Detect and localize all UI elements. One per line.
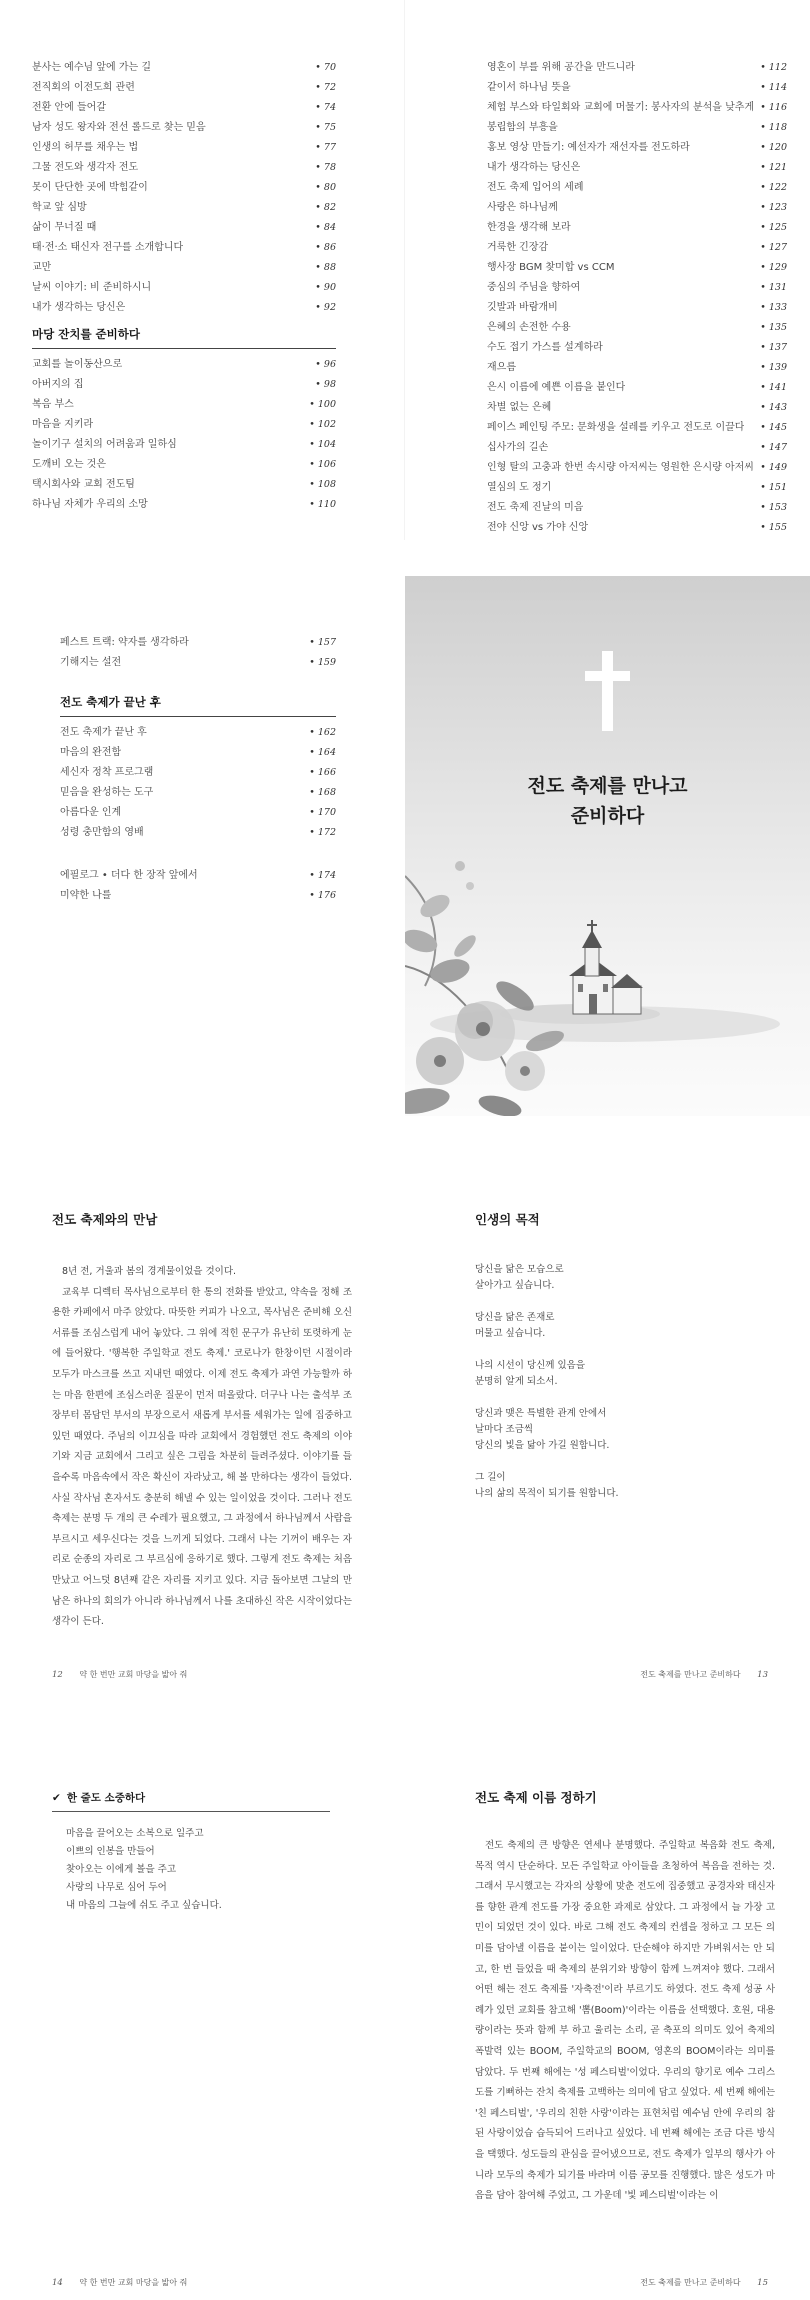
- toc-entry-title: 영혼이 부를 위해 공간을 만드니라: [487, 62, 635, 73]
- toc-entry[interactable]: [487, 198, 787, 218]
- toc-entry[interactable]: [32, 178, 336, 198]
- toc-entry[interactable]: [60, 823, 336, 843]
- toc-entry[interactable]: [32, 138, 336, 158]
- poem-line: 당신을 닮은 모습으로: [475, 1264, 564, 1275]
- toc-entry[interactable]: [487, 378, 787, 398]
- toc-entry-title: 삶이 무너질 때: [32, 222, 97, 233]
- toc-entry-title: 세신자 정착 프로그램: [60, 767, 154, 778]
- toc-entry-page: • 172: [309, 827, 336, 838]
- poem-line: 그 길이: [475, 1472, 506, 1483]
- toc-section-title: 마당 잔치를 준비하다: [32, 326, 336, 349]
- poem-line: 마음을 끌어오는 소복으로 일주고: [66, 1828, 204, 1839]
- toc-entry[interactable]: [487, 478, 787, 498]
- toc-entry[interactable]: [60, 866, 336, 886]
- toc-entry-page: • 98: [315, 379, 336, 390]
- toc-entry-page: • 162: [309, 727, 336, 738]
- toc-entry[interactable]: [32, 435, 336, 455]
- toc-entry-page: • 82: [315, 202, 336, 213]
- toc-entry-page: • 133: [760, 302, 787, 313]
- toc-entry-title: 전환 안에 들어갈: [32, 102, 106, 113]
- poem-line: 당신과 맺은 특별한 관계 안에서: [475, 1408, 607, 1419]
- toc-entry[interactable]: [32, 78, 336, 98]
- body-text: [52, 1262, 352, 1633]
- stanza-gap: [475, 1294, 765, 1310]
- poem: [475, 1262, 765, 1502]
- toc-entry-title: 체험 부스와 타일회와 교회에 머물기: 봉사자의 분석을 낮추게: [487, 102, 755, 113]
- poem-line: 나의 시선이 당신께 있음을: [475, 1360, 586, 1371]
- poem-line: 머물고 싶습니다.: [475, 1328, 546, 1339]
- check-icon: ✔: [52, 1792, 61, 1804]
- toc-entry-title: 하나님 자체가 우리의 소망: [32, 499, 148, 510]
- toc-entry[interactable]: [32, 278, 336, 298]
- toc-entry-page: • 155: [760, 522, 787, 533]
- toc-entry-page: • 139: [760, 362, 787, 373]
- box-title-text: 한 줄도 소중하다: [66, 1792, 146, 1804]
- toc-entry[interactable]: [487, 78, 787, 98]
- toc-entry-title: 한경을 생각해 보라: [487, 222, 571, 233]
- stanza-gap: [475, 1342, 765, 1358]
- toc-list: [60, 866, 336, 906]
- toc-entry-page: • 70: [315, 62, 336, 73]
- poem-line: 분명히 알게 되소서.: [475, 1376, 558, 1387]
- toc-entry-page: • 145: [760, 422, 787, 433]
- toc-entry-page: • 143: [760, 402, 787, 413]
- toc-entry-page: • 120: [760, 142, 787, 153]
- toc-entry[interactable]: [32, 258, 336, 278]
- toc-entry[interactable]: [60, 743, 336, 763]
- page-number: 12: [52, 1670, 63, 1680]
- toc-entry-title: 교회를 놀이동산으로: [32, 359, 123, 370]
- toc-entry-title: 믿음을 완성하는 도구: [60, 787, 154, 798]
- toc-entry-title: 인생의 허무를 채우는 법: [32, 142, 139, 153]
- toc-entry-page: • 121: [760, 162, 787, 173]
- toc-entry[interactable]: [60, 633, 336, 653]
- poem-line: 날마다 조금씩: [475, 1424, 534, 1435]
- toc-entry-title: 날씨 이야기: 비 준비하시니: [32, 282, 152, 293]
- toc-entry-title: 수도 접기 가스를 설계하라: [487, 342, 603, 353]
- toc-entry-title: 마음을 지키라: [32, 419, 94, 430]
- toc-entry-title: 기해지는 설전: [60, 657, 122, 668]
- toc-entry-title: 분사는 예수님 앞에 가는 길: [32, 62, 151, 73]
- toc-entry[interactable]: [32, 98, 336, 118]
- toc-entry[interactable]: [32, 355, 336, 375]
- cover-title: [405, 771, 810, 831]
- toc-entry[interactable]: [487, 418, 787, 438]
- toc-entry[interactable]: [32, 298, 336, 318]
- toc-entry-title: 복음 부스: [32, 399, 74, 410]
- toc-entry[interactable]: [32, 158, 336, 178]
- toc-entry-title: 거룩한 긴장감: [487, 242, 549, 253]
- page-heading: 전도 축제 이름 정하기: [475, 1790, 597, 1805]
- toc-entry-title: 내가 생각하는 당신은: [487, 162, 581, 173]
- toc-entry-title: 전야 신앙 vs 가야 신앙: [487, 522, 589, 533]
- toc-entry-page: • 86: [315, 242, 336, 253]
- toc-entry-page: • 84: [315, 222, 336, 233]
- toc-entry[interactable]: [487, 158, 787, 178]
- toc-entry-page: • 75: [315, 122, 336, 133]
- poem: [66, 1825, 336, 1915]
- toc-entry[interactable]: [487, 318, 787, 338]
- toc-entry[interactable]: [487, 338, 787, 358]
- toc-entry-title: 은시 이름에 예쁜 이름을 붙인다: [487, 382, 626, 393]
- poem-line: 살아가고 싶습니다.: [475, 1280, 555, 1291]
- page-footer: [52, 1669, 187, 1680]
- page-footer: [640, 2277, 768, 2288]
- toc-entry-page: • 114: [760, 82, 787, 93]
- page-heading: 인생의 목적: [475, 1212, 540, 1227]
- toc-entry[interactable]: [32, 395, 336, 415]
- toc-entry-page: • 102: [309, 419, 336, 430]
- toc-entry-title: 은혜의 손전한 수용: [487, 322, 571, 333]
- toc-entry-title: 전직회의 이전도희 관련: [32, 82, 135, 93]
- page-number: 14: [52, 2278, 63, 2288]
- toc-section-title: 전도 축제가 끝난 후: [60, 694, 336, 717]
- page-15: [405, 1730, 810, 2300]
- toc-entry-page: • 92: [315, 302, 336, 313]
- toc-entry-title: 인형 탈의 고충과 한번 속시량 아저씨는 영원한 은시량 아저씨: [487, 462, 754, 473]
- toc-entry-page: • 123: [760, 202, 787, 213]
- toc-entry[interactable]: [32, 198, 336, 218]
- toc-entry-title: 페스트 트랙: 약자를 생각하라: [60, 637, 189, 648]
- toc-entry-page: • 164: [309, 747, 336, 758]
- toc-entry[interactable]: [32, 238, 336, 258]
- toc-entry-title: 남자 성도 왕자와 전선 롤드로 찾는 믿음: [32, 122, 206, 133]
- spread-pages-12-13: [0, 1152, 810, 1692]
- spread-toc-1: [0, 0, 810, 540]
- toc-entry-page: • 159: [309, 657, 336, 668]
- poem-line: 당신의 빛을 닮아 가길 원합니다.: [475, 1440, 610, 1451]
- toc-entry-page: • 135: [760, 322, 787, 333]
- toc-entry-page: • 166: [309, 767, 336, 778]
- toc-entry-title: 전도 축제 진날의 미음: [487, 502, 584, 513]
- toc-entry-title: 학교 앞 심방: [32, 202, 87, 213]
- toc-entry-title: 못이 단단한 곳에 박힘같이: [32, 182, 148, 193]
- toc-entry-page: • 77: [315, 142, 336, 153]
- toc-entry[interactable]: [60, 723, 336, 743]
- toc-entry-title: 열심의 도 정기: [487, 482, 552, 493]
- toc-entry-title: 중심의 주님을 향하여: [487, 282, 581, 293]
- poem-line: 내 마음의 그늘에 쉬도 주고 싶습니다.: [66, 1900, 222, 1911]
- toc-entry-page: • 176: [309, 890, 336, 901]
- toc-entry-title: 성령 충만함의 영배: [60, 827, 144, 838]
- toc-entry-page: • 149: [760, 462, 787, 473]
- toc-entry-title: 놀이기구 설치의 어려움과 일하심: [32, 439, 177, 450]
- stanza-gap: [475, 1390, 765, 1406]
- toc-entry-page: • 168: [309, 787, 336, 798]
- toc-section-list: [32, 355, 336, 515]
- paragraph: 교육부 디렉터 목사님으로부터 한 통의 전화를 받았고, 약속을 정해 조용한 카페에서 마주 앉았다. 따뜻한 커피가 나오고, 목사님은 준비해 오신 서류를 조심스럽게 내어 놓았다. 그 위에 적힌 문구가 유난히 또렷하게 눈에 들어왔다. '행복한 주일학교 전도 축제.' 코로나가 한창이던 시절이라 모두가 마스크를 쓰고 지내던 때였다. 이제 전도 축제가 과연 가능할까 하는 마음 한편에 조심스러운 질문이 먼저 떠올랐다. 더구나 나는 출석부 조장부터 몸담던 부서의 부장으로서 새롭게 부서를 세워가는 일에 집중하고 있던 때였다. 주님의 이끄심을 따라 교회에서 경험했던 전도 축제의 이야기와 지금 교회에서 그리고 싶은 그림을 차분히 들려주셨다. 이야기를 들을수록 마음속에서 작은 확신이 자라났고, 해 볼 만하다는 생각이 들었다. 사실 작사님 혼자서도 충분히 해낼 수 있는 일이었을 것이다. 그러나 전도 축제는 분명 두 개의 큰 수레가 필요했고, 그 과정에서 하나님께서 사람을 부르시고 세우신다는 것을 느끼게 되었다. 그래서 나는 기꺼이 배우는 자리로 순종의 자리로 그 부르심에 응하기로 했다. 그렇게 전도 축제는 처음 만났고 어느덧 8년째 같은 자리를 지키고 있다. 지금 돌아보면 그날의 만남은 하나의 회의가 아니라 하나님께서 나를 초대하신 작은 시작이었다는 생각이 든다.: [52, 1286, 352, 1628]
- toc-entry-page: • 129: [760, 262, 787, 273]
- toc-entry-title: 홍보 영상 만들기: 예선자가 재선자를 전도하라: [487, 142, 690, 153]
- poem-line: 나의 삶의 목적이 되기를 원합니다.: [475, 1488, 619, 1499]
- cross-icon: [580, 651, 635, 731]
- toc-entry-title: 아버지의 집: [32, 379, 84, 390]
- toc-entry[interactable]: [487, 178, 787, 198]
- toc-entry-title: 미약한 나를: [60, 890, 112, 901]
- box-title: [52, 1790, 330, 1812]
- toc-entry-page: • 106: [309, 459, 336, 470]
- toc-entry-title: 마음의 완전함: [60, 747, 122, 758]
- toc-entry-title: 아름다운 인계: [60, 807, 122, 818]
- toc-entry-page: • 74: [315, 102, 336, 113]
- page-13: [405, 1152, 810, 1692]
- poem-line: 사랑의 나무로 심어 두어: [66, 1882, 167, 1893]
- cover-title-line: 전도 축제를 만나고: [527, 775, 688, 797]
- toc-entry[interactable]: [487, 138, 787, 158]
- page-number: 15: [757, 2278, 768, 2288]
- toc-entry-title: 재으름: [487, 362, 516, 373]
- toc-entry-page: • 147: [760, 442, 787, 453]
- toc-entry-page: • 170: [309, 807, 336, 818]
- poem-line: 당신을 닮은 존재로: [475, 1312, 555, 1323]
- toc-entry[interactable]: [60, 653, 336, 673]
- running-title: 약 한 번만 교회 마당을 밟아 줘: [79, 1670, 188, 1679]
- page-number: 13: [757, 1670, 768, 1680]
- toc-entry-page: • 90: [315, 282, 336, 293]
- toc-entry[interactable]: [487, 458, 787, 478]
- toc-entry-title: 도깨비 오는 것은: [32, 459, 106, 470]
- toc-entry-title: 행사장 BGM 찾미합 vs CCM: [487, 262, 615, 273]
- toc-entry-title: 그물 전도와 생각자 전도: [32, 162, 139, 173]
- toc-entry[interactable]: [32, 495, 336, 515]
- paragraph: 전도 축제의 큰 방향은 연세나 분명했다. 주일학교 복음화 전도 축제, 목적 역시 단순하다. 모든 주일학교 아이들을 초청하여 복음을 전하는 것. 그래서 무시했고는 각자의 상황에 맞춘 전도에 집중했고 공경자와 태신자를 향한 관계 전도를 가장 중요한 과제로 삼았다. 그 과정에서 늘 가장 고민이 되었던 것이 있다. 바로 그해 전도 축제의 컨셉을 정하고 그 모든 의미를 담아낼 이름을 붙이는 일이었다. 단순해야 하지만 가벼워서는 안 되고, 한 번 들었을 때 축제의 분위기와 방향이 함께 느껴져야 했다. 그래서 어떤 해는 전도 축제를 '자축전'이라 부르기도 하였다. 전도 축제 성공 사례가 있던 교회를 참고해 '뽐(Boom)'이라는 이름을 선택했다. 호원, 대용량이라는 뜻과 함께 부 하고 울리는 소리, 곧 축포의 의미도 있어 축제의 폭발력 있는 BOOM, 주일학교의 BOOM, 영혼의 BOOM이라는 의미를 담았다. 두 번째 해에는 '성 페스티벌'이었다. 우리의 향기로 예수 그리스도를 기뻐하는 잔치 축제를 고백하는 의미에 담고 싶었다. 세 번째 해에는 '친 페스티벌', '우리의 친한 사랑'이라는 표현처럼 예수님 안에 우리의 참된 사랑이었습 습득되어 드러나고 싶었다. 네 번째 해에는 조금 다른 방식을 택했다. 성도들의 관심을 끌어냈으므로, 전도 축제가 일부의 행사가 아니라 모두의 축제가 되기를 바라며 이름 공모를 진행했다. 많은 성도가 마음을 담아 참여해 주었고, 그 가운데 '빛 페스티벌'이라는 이: [475, 1840, 775, 2202]
- toc-entry[interactable]: [487, 258, 787, 278]
- toc-entry-title: 전도 축제가 끝난 후: [60, 727, 147, 738]
- toc-entry[interactable]: [32, 415, 336, 435]
- toc-entry[interactable]: [32, 218, 336, 238]
- toc-entry[interactable]: [32, 375, 336, 395]
- toc-entry-page: • 108: [309, 479, 336, 490]
- toc-section: [32, 326, 336, 515]
- toc-entry-page: • 72: [315, 82, 336, 93]
- page-12: [0, 1152, 405, 1692]
- toc-entry-title: 태·전·소 태신자 전구를 소개합니다: [32, 242, 184, 253]
- toc-section: [60, 694, 336, 843]
- toc-entry[interactable]: [32, 118, 336, 138]
- toc-entry-page: • 110: [309, 499, 336, 510]
- running-title: 약 한 번만 교회 마당을 밟아 줘: [79, 2278, 188, 2287]
- running-title: 전도 축제를 만나고 준비하다: [640, 2278, 741, 2287]
- toc-entry-title: 십사가의 길손: [487, 442, 549, 453]
- toc-entry[interactable]: [487, 298, 787, 318]
- toc-entry[interactable]: [487, 58, 787, 78]
- toc-list: [60, 633, 336, 673]
- toc-entry[interactable]: [487, 498, 787, 518]
- toc-entry-page: • 122: [760, 182, 787, 193]
- toc-entry-page: • 131: [760, 282, 787, 293]
- toc-list: [32, 58, 336, 318]
- poem-line: 이쁘의 인봉을 만들어: [66, 1846, 155, 1857]
- toc-entry-page: • 100: [309, 399, 336, 410]
- toc-entry-title: 내가 생각하는 당신은: [32, 302, 126, 313]
- toc-entry-title: 깃발과 바람개비: [487, 302, 558, 313]
- toc-entry-page: • 116: [760, 102, 787, 113]
- toc-page-right: [405, 0, 810, 540]
- spread-toc-2: [0, 576, 810, 1116]
- toc-entry-page: • 88: [315, 262, 336, 273]
- toc-entry-page: • 174: [309, 870, 336, 881]
- toc-entry-page: • 151: [760, 482, 787, 493]
- floral-church-illustration: [405, 846, 810, 1116]
- toc-entry-title: 같이서 하나님 뜻을: [487, 82, 571, 93]
- toc-entry-page: • 137: [760, 342, 787, 353]
- toc-entry[interactable]: [487, 518, 787, 538]
- toc-entry-page: • 96: [315, 359, 336, 370]
- toc-entry[interactable]: [32, 455, 336, 475]
- toc-entry[interactable]: [487, 118, 787, 138]
- toc-entry[interactable]: [487, 438, 787, 458]
- toc-entry[interactable]: [487, 278, 787, 298]
- toc-entry-page: • 104: [309, 439, 336, 450]
- page-footer: [52, 2277, 187, 2288]
- paragraph: 8년 전, 거울과 봄의 경계물이었을 것이다.: [62, 1266, 237, 1277]
- toc-entry[interactable]: [487, 238, 787, 258]
- toc-entry-title: 전도 축제 입어의 세례: [487, 182, 584, 193]
- page-footer: [640, 1669, 768, 1680]
- toc-entry[interactable]: [487, 398, 787, 418]
- stanza-gap: [475, 1454, 765, 1470]
- toc-entry[interactable]: [60, 783, 336, 803]
- spread-pages-14-15: [0, 1730, 810, 2300]
- toc-entry-page: • 78: [315, 162, 336, 173]
- toc-list: [487, 58, 787, 538]
- toc-entry[interactable]: [487, 358, 787, 378]
- poem-line: 찾아오는 이에게 볼을 주고: [66, 1864, 177, 1875]
- toc-entry[interactable]: [60, 763, 336, 783]
- toc-entry-page: • 127: [760, 242, 787, 253]
- toc-entry[interactable]: [487, 98, 787, 118]
- toc-page-left: [0, 0, 405, 540]
- toc-entry[interactable]: [32, 58, 336, 78]
- toc-entry-title: 교만: [32, 262, 52, 273]
- cover-page: [405, 576, 810, 1116]
- toc-page-left: [0, 576, 405, 1116]
- toc-entry[interactable]: [60, 803, 336, 823]
- toc-entry-page: • 118: [760, 122, 787, 133]
- toc-entry-page: • 153: [760, 502, 787, 513]
- toc-entry[interactable]: [487, 218, 787, 238]
- toc-entry-title: 에필로그 • 더다 한 장작 앞에서: [60, 870, 198, 881]
- toc-entry-title: 페이스 페인팅 주모: 문화생을 설레를 키우고 전도로 이끌다: [487, 422, 745, 433]
- toc-entry-title: 차별 없는 은혜: [487, 402, 552, 413]
- page-heading: 전도 축제와의 만남: [52, 1212, 158, 1227]
- body-text: [475, 1836, 775, 2207]
- toc-entry[interactable]: [60, 886, 336, 906]
- running-title: 전도 축제를 만나고 준비하다: [640, 1670, 741, 1679]
- toc-entry-title: 택시회사와 교회 전도팀: [32, 479, 135, 490]
- page-14: [0, 1730, 405, 2300]
- toc-entry-page: • 80: [315, 182, 336, 193]
- toc-entry-page: • 112: [760, 62, 787, 73]
- toc-entry-page: • 157: [309, 637, 336, 648]
- toc-entry-page: • 141: [760, 382, 787, 393]
- toc-entry-title: 사랑은 하나님께: [487, 202, 558, 213]
- toc-entry-page: • 125: [760, 222, 787, 233]
- toc-entry[interactable]: [32, 475, 336, 495]
- toc-entry-title: 봉립함의 부흥을: [487, 122, 558, 133]
- toc-section-list: [60, 723, 336, 843]
- cover-title-line: 준비하다: [570, 805, 645, 827]
